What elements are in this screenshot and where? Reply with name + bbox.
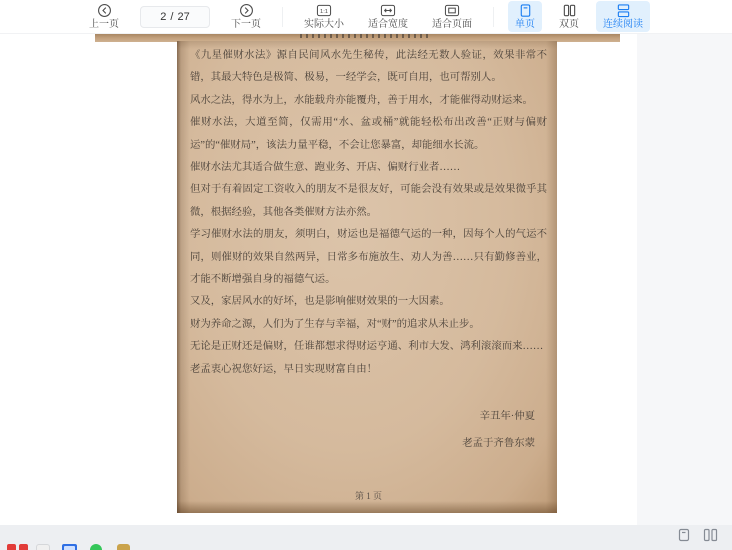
- actual-size-button[interactable]: [297, 1, 351, 32]
- single-page-label: 单页: [515, 19, 535, 30]
- fit-width-button[interactable]: [361, 1, 415, 32]
- chevron-right-circle-icon: [239, 3, 254, 18]
- page-number-input[interactable]: [140, 6, 210, 28]
- page-number-footer: 第 1 页: [354, 491, 382, 502]
- paragraph: 但对于有着固定工资收入的朋友不是很友好，可能会没有效果或是效果微乎其微，根据经验，其他各类催财方法亦然。: [190, 184, 547, 218]
- red-app-icon[interactable]: [7, 544, 16, 550]
- paragraph: 老孟衷心祝您好运，早日实现财富自由！: [190, 363, 378, 375]
- double-page-icon: [562, 3, 577, 18]
- paragraph: 风水之法，得水为上，水能载舟亦能覆舟，善于用水，才能催得动财运来。: [190, 94, 533, 106]
- fit-page-label: 适合页面: [432, 19, 472, 30]
- blue-window-app-icon[interactable]: [62, 544, 77, 550]
- paragraph: 无论是正财还是偏财，任谁都想求得财运亨通、利市大发、鸿利滚滚而来……: [190, 341, 544, 353]
- paragraph: 又及，家居风水的好坏，也是影响催财效果的一大因素。: [190, 296, 450, 308]
- prev-page-label: 上一页: [89, 19, 119, 30]
- toolbar-divider: [282, 7, 283, 27]
- paragraph: 催财水法，大道至简，仅需用“水、盆或桶”就能轻松布出改善“正财与偏财运”的“催财局”，该法力量平稳，不会让您暴富，却能细水长流。: [190, 117, 547, 151]
- continuous-reading-button[interactable]: [596, 1, 650, 32]
- chevron-left-circle-icon: [97, 3, 112, 18]
- actual-size-icon: [316, 3, 332, 18]
- scanned-document-page: [177, 41, 557, 513]
- double-page-mode-button[interactable]: [552, 1, 586, 32]
- fit-page-icon: [444, 3, 460, 18]
- page-total: 27: [177, 10, 190, 23]
- gold-app-icon[interactable]: [117, 544, 130, 550]
- next-page-label: 下一页: [231, 19, 261, 30]
- actual-size-label: 实际大小: [304, 19, 344, 30]
- paragraph: 《九星催财水法》源自民间风水先生秘传，此法经无数人验证，效果非常不错，其最大特色是极简、极易，一经学会，既可自用，也可帮别人。: [190, 50, 547, 84]
- fit-page-button[interactable]: [425, 1, 479, 32]
- page-current: 2: [160, 10, 167, 23]
- continuous-reading-label: 连续阅读: [603, 19, 643, 30]
- light-app-icon[interactable]: [36, 544, 50, 550]
- green-app-icon[interactable]: [90, 544, 102, 550]
- paragraph: 催财水法尤其适合做生意、跑业务、开店、偏财行业者……: [190, 162, 461, 174]
- double-page-view-icon[interactable]: [703, 528, 718, 547]
- signature-block: [190, 403, 547, 457]
- prev-page-button[interactable]: [82, 1, 126, 32]
- single-page-icon: [518, 3, 533, 18]
- page-divider: /: [170, 10, 174, 23]
- taskbar-icons-cutoff: [0, 544, 200, 550]
- toolbar-divider: [493, 7, 494, 27]
- view-mode-shortcuts: [678, 528, 718, 547]
- double-page-label: 双页: [559, 19, 579, 30]
- single-page-view-icon[interactable]: [678, 528, 690, 547]
- red-app-icon[interactable]: [19, 544, 28, 550]
- paragraph: 财为养命之源，人们为了生存与幸福，对“财”的追求从未止步。: [190, 318, 480, 330]
- continuous-reading-icon: [616, 3, 631, 18]
- svg-text:1:1: 1:1: [319, 8, 329, 15]
- reader-toolbar: [0, 0, 732, 34]
- next-page-button[interactable]: [224, 1, 268, 32]
- page-text-block: [190, 45, 547, 503]
- signature-author: 老孟于齐鲁东蒙: [462, 438, 535, 450]
- status-bar: [0, 525, 732, 550]
- signature-date: 辛丑年·仲夏: [479, 411, 535, 423]
- fit-width-icon: [380, 3, 396, 18]
- single-page-mode-button[interactable]: [508, 1, 542, 32]
- fit-width-label: 适合宽度: [368, 19, 408, 30]
- right-side-panel: [637, 33, 732, 525]
- paragraph: 学习催财水法的朋友，须明白，财运也是福德气运的一种，因每个人的气运不同，则催财的效果自然两异，日常多布施放生、劝人为善……只有勤修善业，才能不断增强自身的福德气运。: [190, 229, 547, 286]
